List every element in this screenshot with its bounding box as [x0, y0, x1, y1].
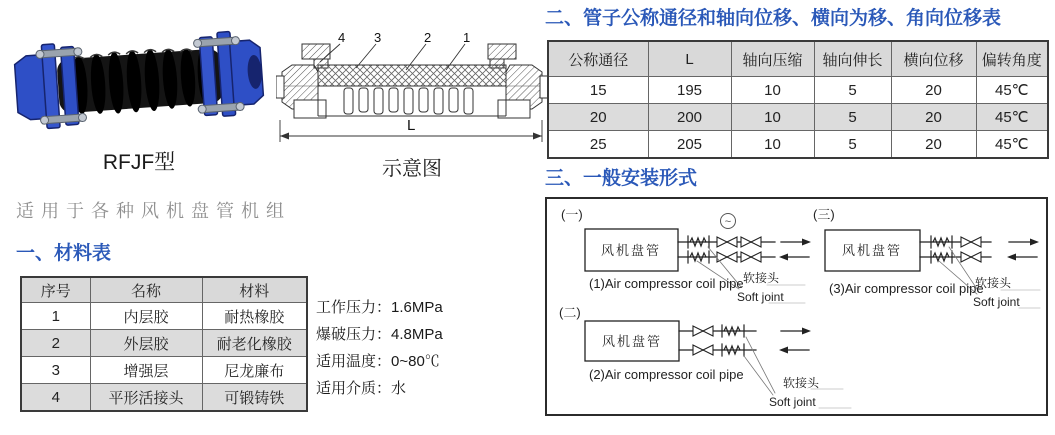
table-cell: 45℃ — [976, 104, 1048, 131]
table-cell: 尼龙廉布 — [202, 357, 307, 384]
flow-arrow-right — [802, 328, 811, 335]
coil-box-label: 风机盘管 — [600, 243, 662, 258]
left-flange — [13, 42, 87, 131]
table-cell: 3 — [21, 357, 90, 384]
spec-label: 适用温度： — [316, 353, 392, 370]
callout-2: 2 — [424, 30, 432, 45]
joint-label-en: Soft joint — [973, 295, 1020, 309]
table-cell: 20 — [548, 104, 648, 131]
spec-line — [316, 321, 443, 348]
diagram-index: (二) — [559, 305, 581, 320]
spec-line — [316, 348, 443, 375]
installation-diagram-box — [545, 197, 1048, 416]
table-row — [548, 77, 1048, 104]
table-row — [21, 357, 307, 384]
materials-title: 一、材料表 — [16, 243, 112, 264]
valves — [717, 237, 761, 262]
table-cell: 25 — [548, 131, 648, 159]
diagram-caption: (1)Air compressor coil pipe — [589, 276, 744, 291]
diagram-caption: (2)Air compressor coil pipe — [589, 367, 744, 382]
flow-arrow-left — [1007, 254, 1016, 261]
table-row — [548, 131, 1048, 159]
table-cell: 195 — [648, 77, 731, 104]
table-cell: 5 — [814, 131, 891, 159]
spec-list — [316, 294, 443, 402]
table-header-row — [21, 277, 307, 303]
bellows-convolutions — [344, 88, 473, 114]
flow-arrow-left — [779, 254, 788, 261]
table-cell: 内层胶 — [90, 303, 202, 330]
callout-1: 1 — [463, 30, 471, 45]
table-cell: 2 — [21, 330, 90, 357]
table-cell: 20 — [891, 131, 976, 159]
table-row — [548, 104, 1048, 131]
callout-4: 4 — [338, 30, 346, 45]
table-cell: 45℃ — [976, 77, 1048, 104]
table-cell: 45℃ — [976, 131, 1048, 159]
coil-box-label: 风机盘管 — [601, 334, 663, 349]
flow-arrow-left — [779, 347, 788, 354]
table-cell: 10 — [731, 77, 814, 104]
table-cell: 10 — [731, 131, 814, 159]
flow-arrow-right — [1030, 239, 1039, 246]
table-cell: 20 — [891, 104, 976, 131]
displacement-title: 二、管子公称通径和轴向位移、横向为移、角向位移表 — [545, 8, 1002, 29]
col-header: 偏转角度 — [976, 41, 1048, 77]
diagram-3 — [813, 207, 1040, 309]
installation-title: 三、一般安装形式 — [545, 168, 698, 189]
diagram-caption: (3)Air compressor coil pipe — [829, 281, 984, 296]
col-header: 名称 — [90, 277, 202, 303]
pipes — [679, 325, 756, 356]
table-row — [21, 330, 307, 357]
spec-line — [316, 375, 443, 402]
table-cell: 耐老化橡胶 — [202, 330, 307, 357]
table-cell: 可锻铸铁 — [202, 384, 307, 412]
table-cell: 10 — [731, 104, 814, 131]
spec-value: 1.6MPa — [391, 299, 443, 316]
intro-text: 适用于各种风机盘管机组 — [16, 201, 291, 221]
joint-label-cn: 软接头 — [783, 376, 820, 390]
spec-label: 工作压力： — [316, 299, 392, 316]
diagram-index: (三) — [813, 207, 835, 222]
table-cell: 205 — [648, 131, 731, 159]
joint-label-cn: 软接头 — [743, 271, 780, 285]
valves — [961, 237, 981, 262]
dimension-label: L — [407, 117, 416, 134]
table-cell: 20 — [891, 77, 976, 104]
materials-table — [20, 276, 308, 412]
col-header: 材料 — [202, 277, 307, 303]
spec-label: 爆破压力： — [316, 326, 392, 343]
table-cell: 5 — [814, 104, 891, 131]
col-header: 序号 — [21, 277, 90, 303]
table-cell: 平形活接头 — [90, 384, 202, 412]
table-row — [21, 303, 307, 330]
installation-diagrams — [547, 199, 1042, 410]
spec-value: 水 — [391, 380, 407, 397]
schematic-caption: 示意图 — [382, 158, 442, 180]
diagram-1 — [561, 207, 811, 304]
table-cell: 1 — [21, 303, 90, 330]
product-photo — [8, 14, 270, 146]
pump-symbol: ~ — [724, 216, 732, 228]
col-header: 横向位移 — [891, 41, 976, 77]
table-cell: 增强层 — [90, 357, 202, 384]
product-model-label: RFJF型 — [102, 151, 176, 174]
table-cell: 200 — [648, 104, 731, 131]
diagram-index: (一) — [561, 207, 583, 222]
col-header: L — [648, 41, 731, 77]
right-flange — [193, 30, 265, 118]
table-row — [21, 384, 307, 412]
displacement-table — [547, 40, 1049, 159]
table-header-row — [548, 41, 1048, 77]
braid-layer — [318, 65, 506, 86]
diagram-2 — [559, 305, 851, 409]
right-cap — [488, 44, 516, 59]
flow-arrow-right — [802, 239, 811, 246]
table-cell: 4 — [21, 384, 90, 412]
table-cell: 5 — [814, 77, 891, 104]
col-header: 公称通径 — [548, 41, 648, 77]
table-cell: 15 — [548, 77, 648, 104]
coil-box-label: 风机盘管 — [841, 243, 903, 258]
valves — [693, 326, 713, 355]
spec-label: 适用介质： — [316, 380, 392, 397]
joint-label-en: Soft joint — [737, 290, 784, 304]
spec-line — [316, 294, 443, 321]
spec-value: 4.8MPa — [391, 326, 443, 343]
col-header: 轴向伸长 — [814, 41, 891, 77]
joint-label-en: Soft joint — [769, 395, 816, 409]
table-cell: 外层胶 — [90, 330, 202, 357]
schematic-drawing — [276, 28, 548, 150]
callout-3: 3 — [374, 30, 382, 45]
spec-value: 0~80℃ — [391, 353, 440, 370]
col-header: 轴向压缩 — [731, 41, 814, 77]
joint-label-cn: 软接头 — [975, 276, 1012, 290]
table-cell: 耐热橡胶 — [202, 303, 307, 330]
